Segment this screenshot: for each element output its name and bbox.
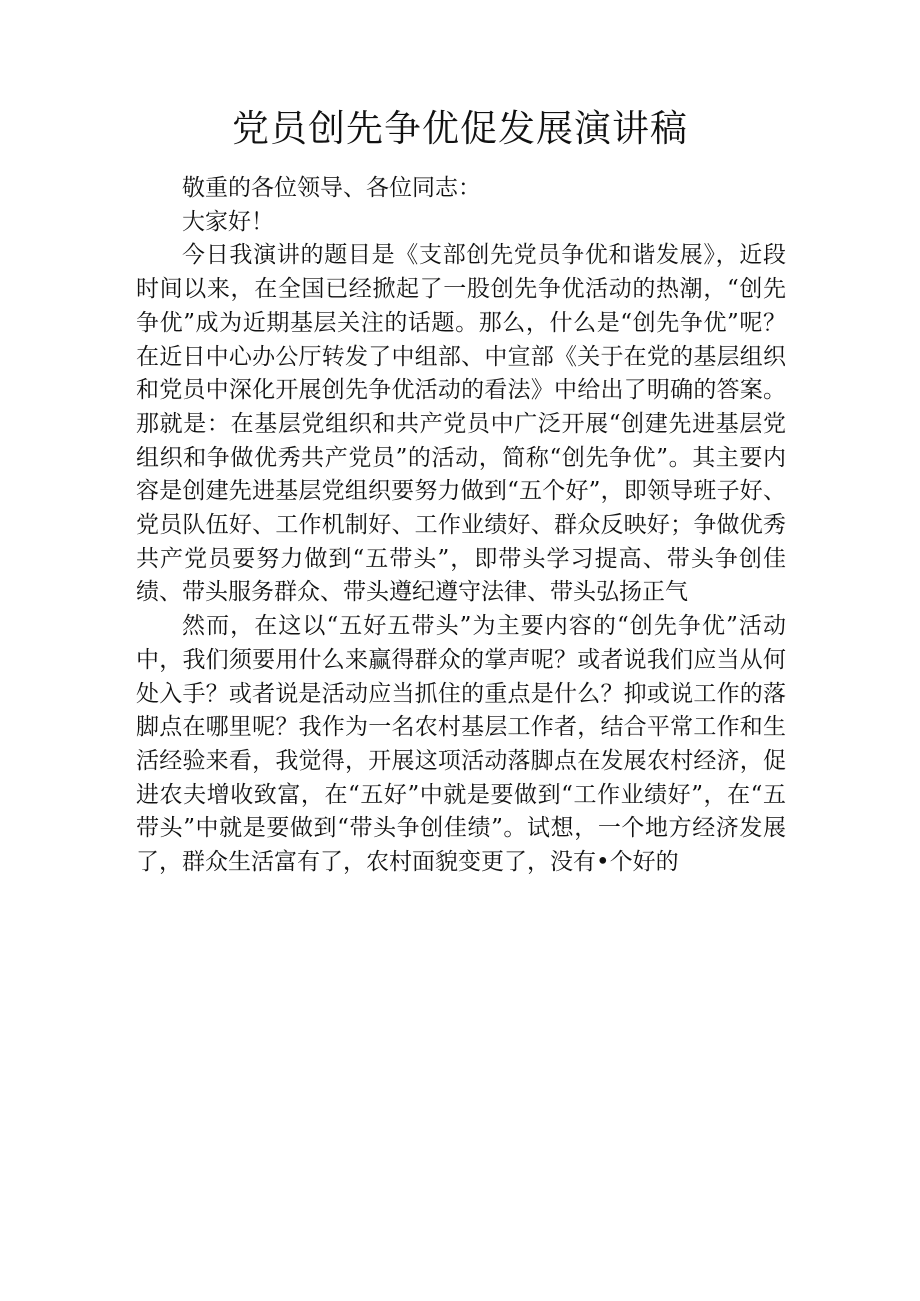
document-title: 党员创先争优促发展演讲稿 bbox=[232, 107, 688, 150]
paragraph-2: 然而，在这以“五好五带头”为主要内容的“创先争优”活动中，我们须要用什么来赢得群众的掌声呢？或者说我们应当从何处入手？或者说是活动应当抓住的重点是什么？抑或说工作的落脚点在哪里呢？我作为一名农村基层工作者，结合平常工作和生活经验来看，我觉得，开展这项活动落脚点在发展农村经济，促进农夫增收致富，在“五好”中就是要做到“工作业绩好”，在“五带头”中就是要做到“带头争创佳绩”。试想，一个地方经济发展了，群众生活富有了，农村面貌变更了，没有•个好的 bbox=[136, 613, 786, 876]
document-body bbox=[136, 172, 786, 880]
paragraph-1: 今日我演讲的题目是《支部创先党员争优和谐发展》，近段时间以来，在全国已经掀起了一股创先争优活动的热潮，“创先争优”成为近期基层关注的话题。那么，什么是“创先争优”呢？在近日中心办公厅转发了中组部、中宣部《关于在党的基层组织和党员中深化开展创先争优活动的看法》中给出了明确的答案。那就是：在基层党组织和共产党员中广泛开展“创建先进基层党组织和争做优秀共产党员”的活动，简称“创先争优”。其主要内容是创建先进基层党组织要努力做到“五个好”，即领导班子好、党员队伍好、工作机制好、工作业绩好、群众反映好；争做优秀共产党员要努力做到“五带头”，即带头学习提高、带头争创佳绩、带头服务群众、带头遵纪遵守法律、带头弘扬正气 bbox=[136, 242, 786, 606]
salutation: 敬重的各位领导、各位同志： bbox=[182, 175, 481, 201]
greeting: 大家好！ bbox=[182, 208, 274, 235]
